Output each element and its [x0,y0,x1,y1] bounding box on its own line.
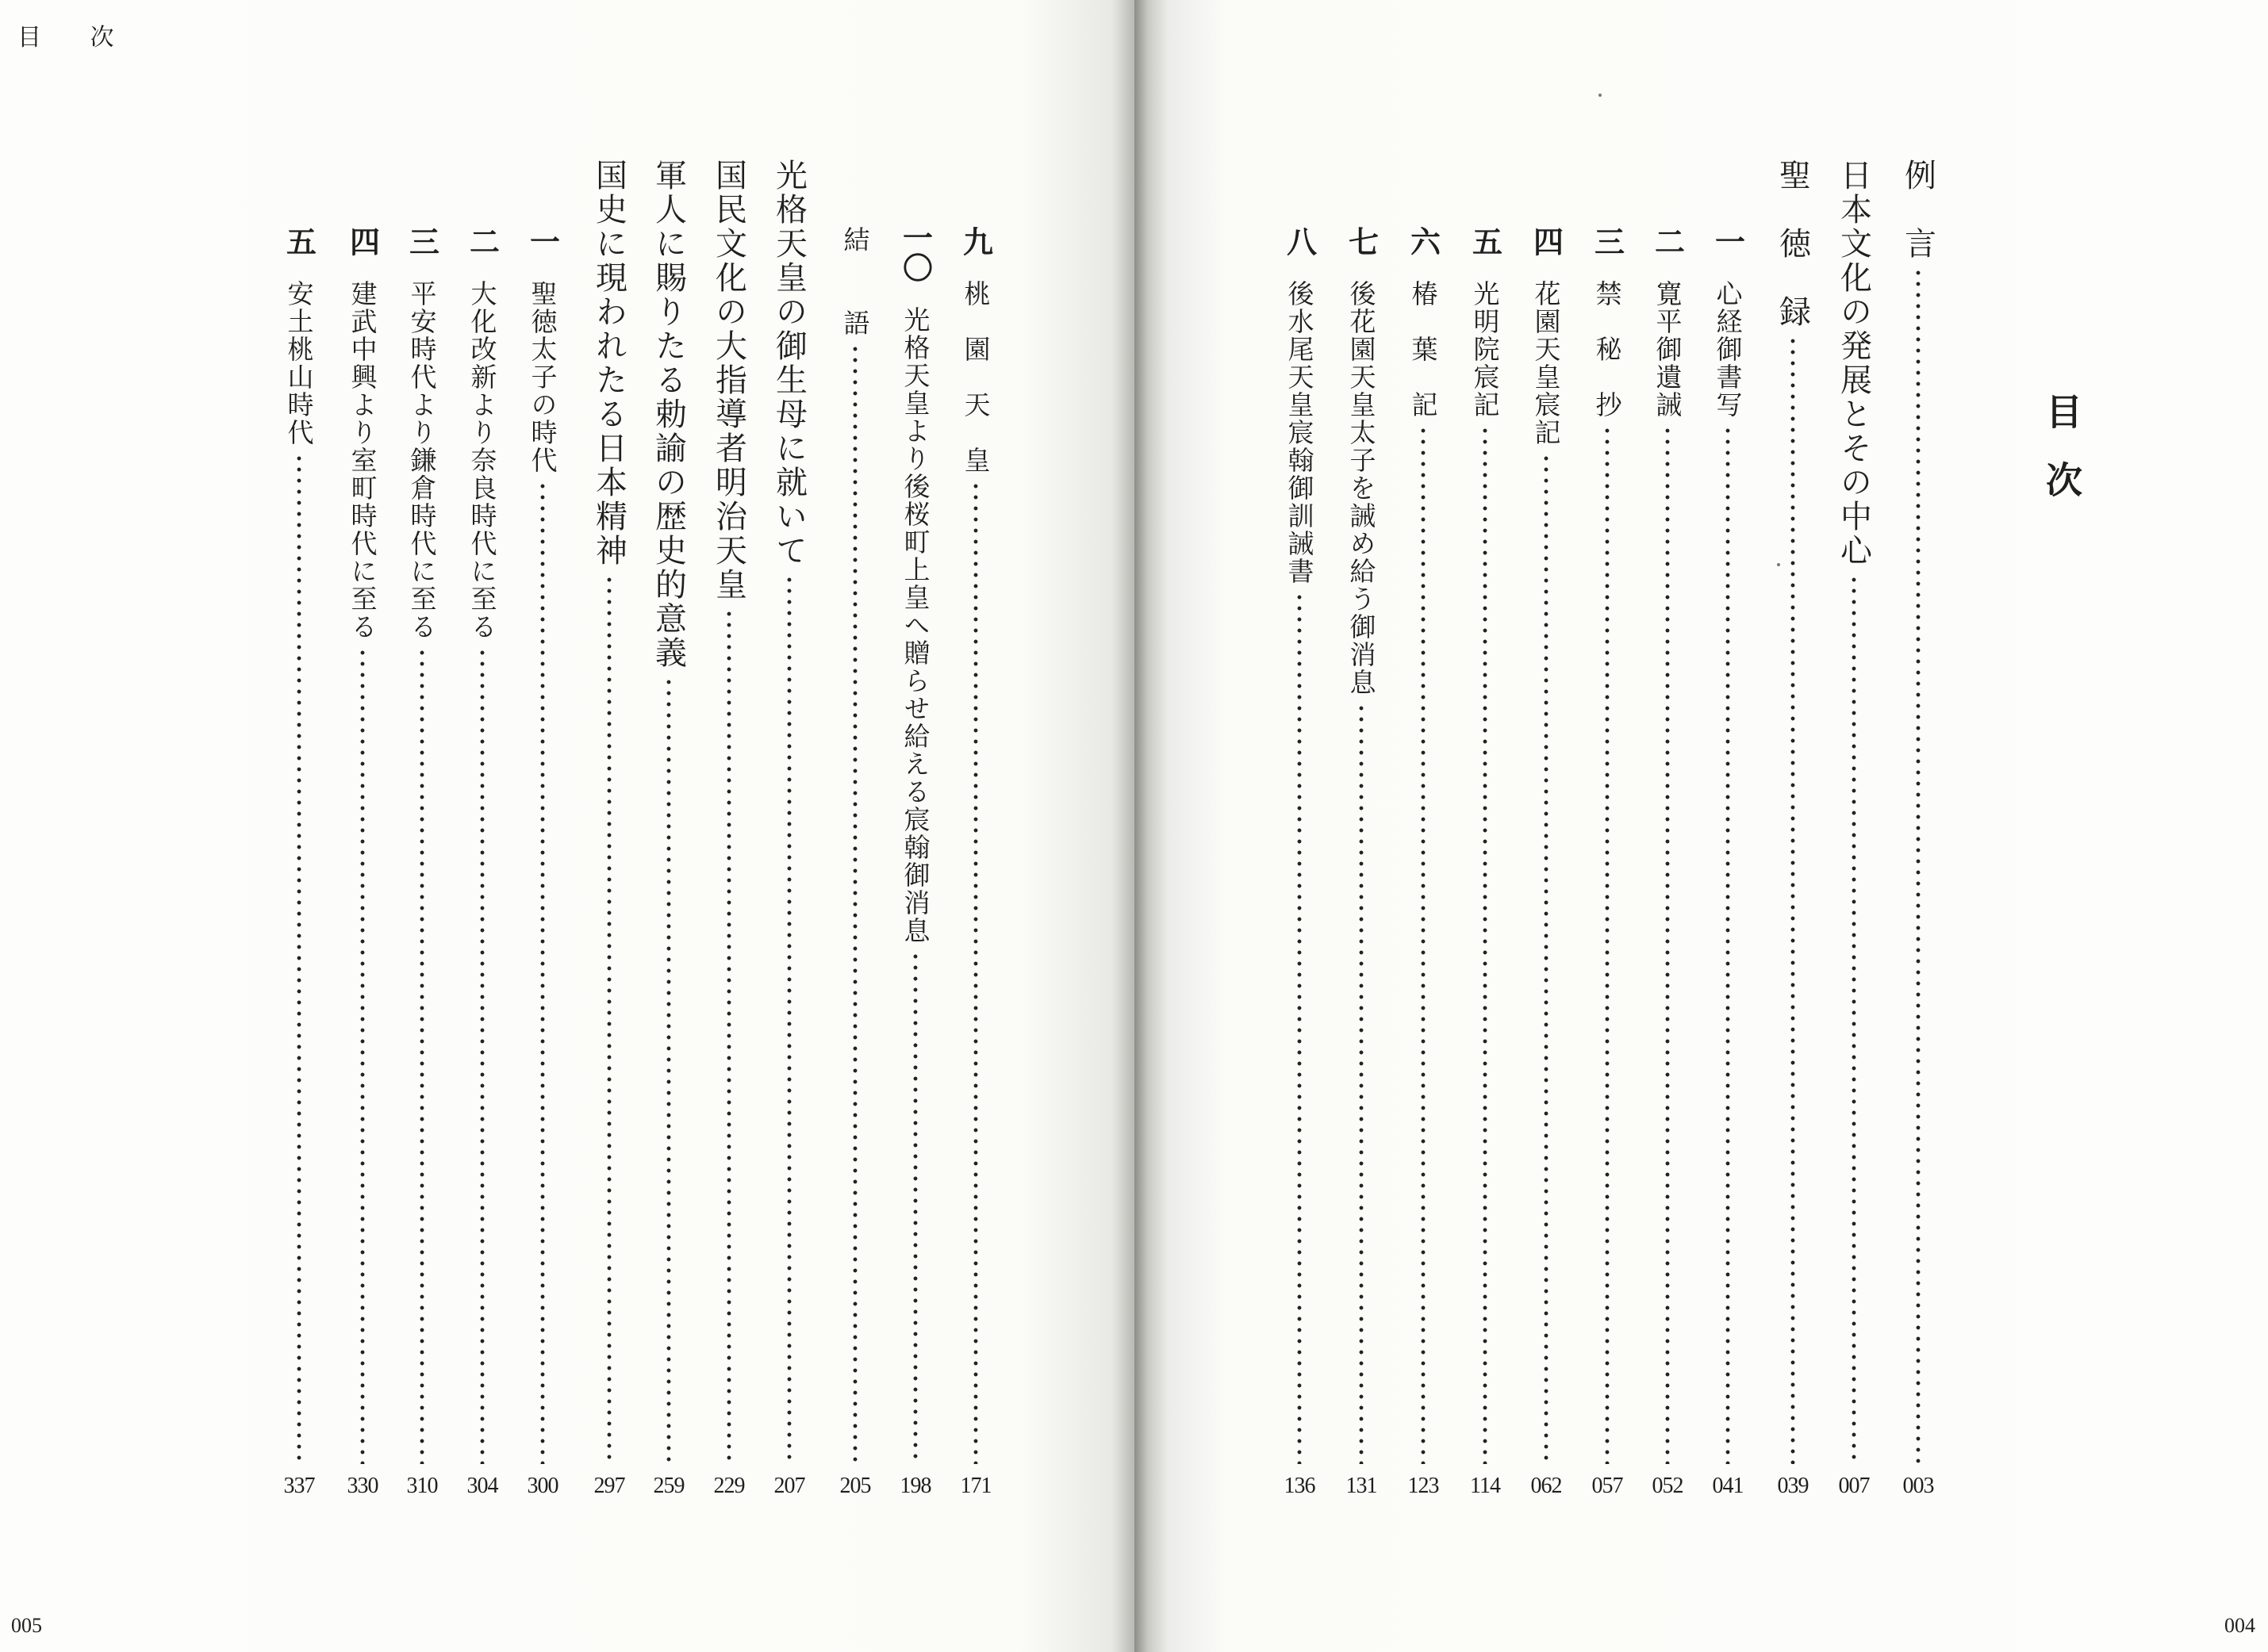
dot-leader [911,951,919,1464]
toc-entry-left-8[interactable] [457,226,508,1499]
dot-leader [785,574,793,1464]
dot-leader [1419,425,1427,1464]
entry-page-number: 337 [283,1474,315,1498]
entry-title: 聖徳太子の時代 [527,280,558,474]
toc-entry-left-11[interactable] [274,226,324,1499]
entry-page-number: 330 [347,1474,378,1498]
entry-title: 安土桃山時代 [283,280,315,447]
toc-entry-right-9[interactable] [1336,226,1387,1499]
entry-title: 光格天皇の御生母に就いて [770,159,808,568]
dot-leader [605,574,613,1464]
toc-entry-right-6[interactable] [1521,226,1571,1499]
entry-number: 二 [1649,226,1685,256]
entry-number: 五 [1467,226,1502,256]
entry-title: 建武中興より室町時代に至る [347,280,378,641]
dot-leader [1850,574,1858,1464]
entry-page-number: 229 [713,1474,745,1498]
toc-title: 目次 [2040,393,2083,529]
entry-page-number: 041 [1712,1474,1744,1498]
dot-leader [725,608,733,1464]
entry-number: 九 [957,226,993,256]
entry-page-number: 062 [1530,1474,1562,1498]
toc-entry-left-2[interactable] [830,226,881,1499]
folio-right: 004 [2224,1614,2255,1637]
dot-leader [1295,592,1303,1464]
entry-page-number: 057 [1591,1474,1623,1498]
entry-title: 花園天皇宸記 [1530,280,1562,447]
entry-title: 心経御書写 [1712,280,1744,419]
entry-title: 国史に現われたる日本精神 [590,159,627,568]
entry-title: 聖 徳 録 [1774,159,1811,329]
entry-page-number: 297 [593,1474,625,1498]
entry-number: 七 [1343,226,1379,256]
entry-page-number: 205 [839,1474,871,1498]
dot-leader [1603,425,1611,1464]
entry-page-number: 007 [1838,1474,1870,1498]
entry-title: 日本文化の発展とその中心 [1835,159,1872,568]
dot-leader [665,677,673,1464]
entry-page-number: 300 [527,1474,558,1498]
entry-number: 一 [1710,226,1745,256]
entry-page-number: 304 [466,1474,498,1498]
dot-leader [1481,425,1489,1464]
entry-number: 六 [1405,226,1441,256]
dot-leader [478,647,486,1464]
toc-entry-left-9[interactable] [397,226,447,1499]
entry-page-number: 131 [1345,1474,1377,1498]
toc-entry-right-10[interactable] [1274,226,1325,1499]
ink-speck [1598,94,1602,97]
dot-leader [1357,703,1365,1464]
dot-leader [418,647,426,1464]
entry-number: 三 [404,226,439,256]
toc-entry-left-3[interactable] [764,159,815,1499]
toc-entry-right-7[interactable] [1460,226,1510,1499]
entry-page-number: 123 [1407,1474,1439,1498]
entry-title: 例 言 [1899,159,1936,261]
entry-number: 一〇 [897,222,933,282]
toc-entry-left-0[interactable] [950,226,1001,1499]
dot-leader [1914,267,1922,1464]
entry-title: 後水尾天皇宸翰御訓誡書 [1284,280,1315,585]
entry-title: 軍人に賜りたる勅諭の歴史的意義 [650,159,687,670]
entry-page-number: 171 [960,1474,992,1498]
toc-entry-right-0[interactable] [1893,159,1944,1499]
entry-number: 八 [1281,226,1317,256]
entry-title: 寛平御遺誡 [1652,280,1683,419]
dot-leader [1664,425,1671,1464]
dot-leader [295,453,303,1464]
entry-page-number: 039 [1777,1474,1809,1498]
toc-entry-left-1[interactable] [890,222,941,1499]
entry-title: 禁 秘 抄 [1591,280,1623,419]
dot-leader [1542,453,1550,1464]
entry-page-number: 198 [900,1474,931,1498]
toc-entry-right-8[interactable] [1398,226,1449,1499]
entry-title: 結 語 [839,226,871,337]
entry-page-number: 310 [406,1474,438,1498]
entry-page-number: 136 [1284,1474,1315,1498]
entry-number: 五 [281,226,317,256]
entry-title: 椿 葉 記 [1407,280,1439,419]
entry-page-number: 003 [1902,1474,1934,1498]
entry-title: 国民文化の大指導者明治天皇 [710,159,747,602]
dot-leader [1724,425,1732,1464]
entry-title: 桃 園 天 皇 [960,280,992,474]
toc-entry-right-3[interactable] [1702,226,1753,1499]
entry-page-number: 052 [1652,1474,1683,1498]
entry-number: 二 [464,226,500,256]
toc-entry-right-1[interactable] [1829,159,1879,1499]
toc-entry-right-5[interactable] [1582,226,1633,1499]
toc-entry-right-2[interactable] [1767,159,1818,1499]
entry-page-number: 259 [653,1474,685,1498]
dot-leader [539,481,547,1464]
toc-entry-left-6[interactable] [584,159,635,1499]
entry-number: 四 [344,226,380,256]
entry-title: 平安時代より鎌倉時代に至る [406,280,438,641]
entry-number: 四 [1528,226,1564,256]
running-head: 目 次 [17,24,135,52]
folio-left: 005 [11,1614,42,1637]
entry-title: 光格天皇より後桜町上皇へ贈らせ給える宸翰御消息 [900,306,931,945]
entry-title: 光明院宸記 [1469,280,1501,419]
entry-page-number: 114 [1470,1474,1500,1498]
toc-entry-left-10[interactable] [337,226,388,1499]
dot-leader [851,343,859,1464]
entry-title: 後花園天皇太子を誡め給う御消息 [1345,280,1377,696]
toc-entry-right-4[interactable] [1642,226,1693,1499]
entry-title: 大化改新より奈良時代に至る [466,280,498,641]
entry-number: 三 [1589,226,1625,256]
entry-page-number: 207 [773,1474,805,1498]
dot-leader [1789,335,1797,1464]
toc-entry-left-7[interactable] [517,226,568,1499]
dot-leader [972,481,980,1464]
dot-leader [359,647,366,1464]
toc-entry-left-4[interactable] [704,159,754,1499]
entry-number: 一 [524,226,560,256]
toc-entry-left-5[interactable] [643,159,694,1499]
